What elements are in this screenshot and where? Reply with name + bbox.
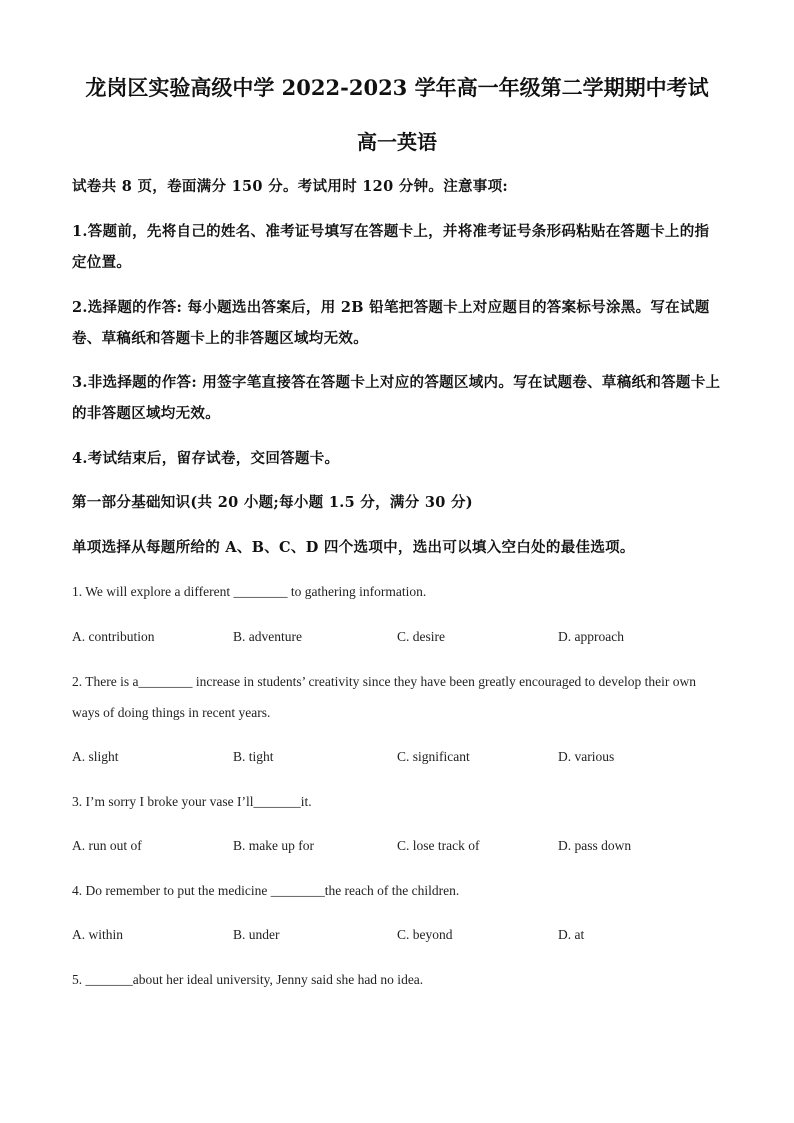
option-c: C. beyond [397,927,453,942]
question-stem-4: 4. Do remember to put the medicine ________the reach of the children. [72,883,460,898]
instruction-item-4: 4.考试结束后，留存试卷，交回答题卡。 [72,450,340,467]
section-directions: 单项选择从每题所给的 A、B、C、D 四个选项中，选出可以填入空白处的最佳选项。 [72,539,635,556]
instruction-item-1: 1.答题前，先将自己的姓名、准考证号填写在答题卡上，并将准考证号条形码粘贴在答题卡上的指定位置。 [72,223,710,271]
option-d: D. approach [558,629,624,644]
question-stem-2: 2. There is a________ increase in students’ creativity since they have been greatly encouraged to develop their own ways of doing things in recent years. [72,674,697,720]
option-b: B. make up for [233,838,314,853]
option-b: B. adventure [233,629,302,644]
options-row-1 [72,629,724,649]
option-d: D. pass down [558,838,632,853]
option-c: C. lose track of [397,838,480,853]
option-c: C. desire [397,629,445,644]
instruction-item-3: 3.非选择题的作答: 用签字笔直接答在答题卡上对应的答题区域内。写在试题卷、草稿纸和答题卡上的非答题区域均无效。 [72,374,721,422]
option-c: C. significant [397,749,470,764]
section-heading: 第一部分基础知识(共 20 小题;每小题 1.5 分，满分 30 分) [72,494,473,511]
question-stem-5: 5. _______about her ideal university, Jenny said she had no idea. [72,972,424,987]
option-b: B. under [233,927,280,942]
question-stem-3: 3. I’m sorry I broke your vase I’ll_______it. [72,794,312,809]
option-a: A. run out of [72,838,142,853]
question-stem-1: 1. We will explore a different ________ to gathering information. [72,584,427,599]
option-d: D. various [558,749,615,764]
options-row-3 [72,838,724,858]
options-row-2 [72,749,724,769]
options-row-4 [72,927,724,947]
exam-title: 龙岗区实验高级中学 2022-2023 学年高一年级第二学期期中考试 [85,75,709,100]
option-a: A. slight [72,749,119,764]
instruction-item-2: 2.选择题的作答: 每小题选出答案后，用 2B 铅笔把答题卡上对应题目的答案标号涂黑。写在试题卷、草稿纸和答题卡上的非答题区域均无效。 [72,299,710,347]
option-d: D. at [558,927,585,942]
exam-subject: 高一英语 [357,130,437,154]
option-b: B. tight [233,749,274,764]
option-a: A. contribution [72,629,155,644]
instructions-intro: 试卷共 8 页，卷面满分 150 分。考试用时 120 分钟。注意事项: [72,178,509,195]
option-a: A. within [72,927,124,942]
